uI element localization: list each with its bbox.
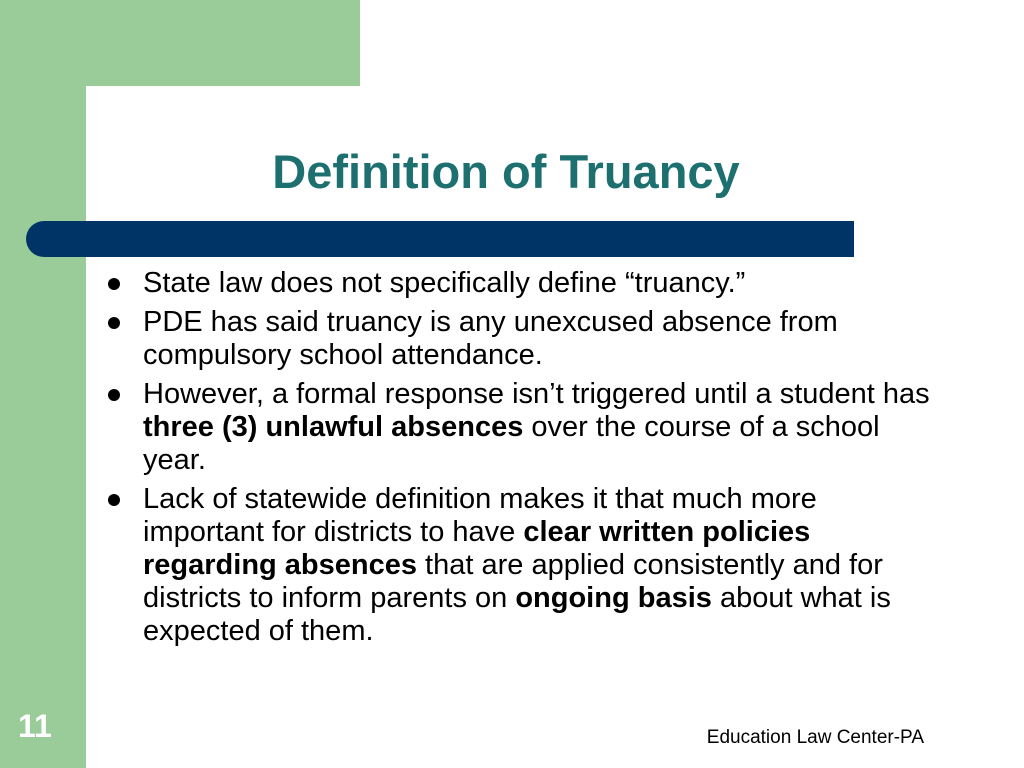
bullet-text: that are applied consistently and for districts to inform parents on (143, 549, 883, 614)
bullet-emphasis: three (3) unlawful absences (143, 411, 524, 443)
bullet-item (143, 306, 943, 372)
bullet-emphasis: ongoing basis (515, 582, 712, 614)
bullet-text: PDE has said truancy is any unexcused absence from compulsory school attendance. (143, 306, 838, 371)
bullet-item (143, 378, 943, 477)
bullet-item (143, 267, 943, 300)
bullet-emphasis: clear written policies regarding absences (143, 516, 811, 581)
green-top-band (0, 0, 360, 86)
title-underline-bar (26, 221, 854, 257)
bullet-dot-icon (108, 389, 120, 401)
bullet-text: Lack of statewide definition makes it that much more important for districts to have (143, 483, 817, 548)
bullet-text: State law does not specifically define “truancy.” (143, 267, 746, 299)
slide-number: 11 (18, 708, 52, 744)
bullet-text: over the course of a school year. (143, 411, 880, 476)
bullet-list (143, 267, 943, 654)
green-side-band (0, 0, 86, 768)
bullet-text: about what is expected of them. (143, 582, 891, 647)
bullet-item (143, 483, 943, 648)
footer-text: Education Law Center-PA (706, 727, 924, 748)
bullet-text: However, a formal response isn’t triggered until a student has (143, 378, 930, 410)
bullet-dot-icon (108, 494, 120, 506)
slide-title: Definition of Truancy (272, 145, 740, 198)
bullet-dot-icon (108, 278, 120, 290)
bullet-dot-icon (108, 317, 120, 329)
